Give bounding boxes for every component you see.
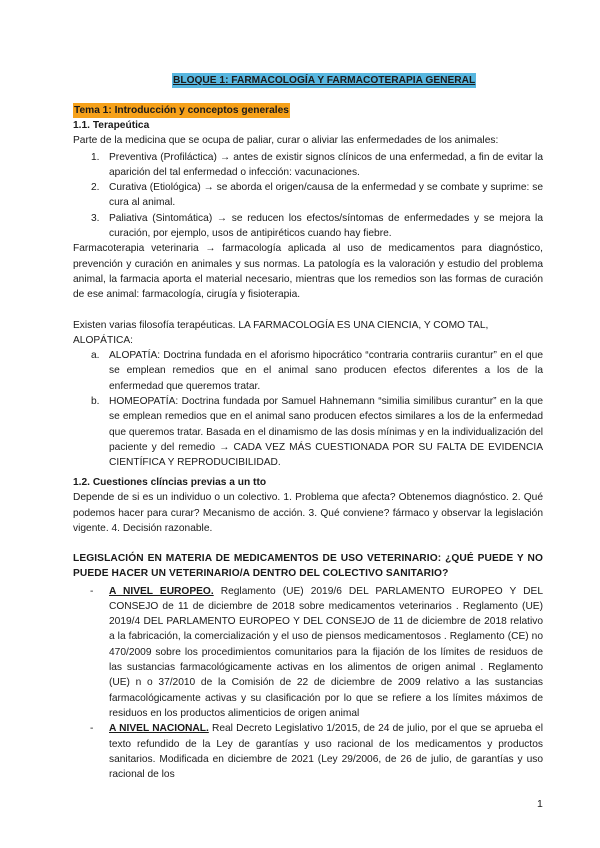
list-item-label: A NIVEL NACIONAL. (109, 723, 209, 735)
list-item (73, 584, 543, 722)
list-item (73, 348, 543, 394)
list-item-text: Curativa (Etiológica) → se aborda el origen/causa de la enfermedad y se combate y suprime: se cura al animal. (109, 182, 543, 209)
list-marker: - (90, 723, 94, 735)
list-item-label: A NIVEL EUROPEO. (109, 585, 214, 597)
list-item (73, 394, 543, 470)
list-item-text: HOMEOPATÍA: Doctrina fundada por Samuel Hahnemann “similia similibus curantur” en la que se emplean remedios que en el animal sano producen efectos similares a los de la enfermedad que queremos tratar. Basada en el dinamismo de las dosis mínimas y en la individualización del paciente y del remedio → CADA VEZ MÁS CUESTIONADA POR SU FALTA DE EVIDENCIA CIENTÍFICA Y REPRODUCIBILIDAD. (109, 396, 543, 469)
paragraph: Farmacoterapia veterinaria → farmacología aplicada al uso de medicamentos para diagnóstico, prevención y curación en animales y sus normas. La patología es la valoración y estudio del problema animal, la farmacia aporta el material necesario, mientras que los remedios son las formas de curación de ese animal: farmacología, cirugía y fisioterapia. (73, 243, 543, 301)
list-item (73, 721, 543, 782)
section-1-1 (73, 118, 543, 471)
list-item-text: ALOPATÍA: Doctrina fundada en el aforismo hipocrático “contraria contrariis curantur” en el que se emplean remedios que en el animal sano producen efectos diferentes a los de la enfermedad que queremos tratar. (109, 350, 543, 392)
paragraph: Existen varias filosofía terapéuticas. LA FARMACOLOGÍA ES UNA CIENCIA, Y COMO TAL, ALOPÁTICA: (73, 319, 489, 346)
list-marker: 2. (91, 182, 100, 194)
list-marker: - (90, 585, 94, 597)
paragraph: Depende de si es un individuo o un colectivo. 1. Problema que afecta? Obtenemos diagnóstico. 2. Qué podemos hacer para curar? Mecanismo de acción. 3. Qué conviene? fármaco y observar la legislación vigente. 4. Decisión razonable. (73, 492, 543, 534)
list-item-text: Preventiva (Profiláctica) → antes de existir signos clínicos de una enfermedad, a fin de evitar la aparición del tal enfermedad o infección: vacunaciones. (109, 151, 543, 178)
section-1-2 (73, 475, 543, 536)
section-heading: LEGISLACIÓN EN MATERIA DE MEDICAMENTOS DE USO VETERINARIO: ¿QUÉ PUEDE Y NO PUEDE HACER UN VETERINARIO/A DENTRO DEL COLECTIVO SANITARIO? (73, 553, 543, 580)
document-title: BLOQUE 1: FARMACOLOGÍA Y FARMACOTERAPIA GENERAL (172, 73, 476, 88)
list-item (73, 150, 543, 181)
paragraph: Parte de la medicina que se ocupa de paliar, curar o aliviar las enfermedades de los animales: (73, 135, 499, 147)
list-marker: 3. (91, 212, 100, 224)
legislation-section (73, 551, 543, 782)
page-number: 1 (537, 798, 543, 810)
section-heading: 1.1. Terapeútica (73, 120, 150, 131)
list-item-text: Reglamento (UE) 2019/6 DEL PARLAMENTO EUROPEO Y DEL CONSEJO de 11 de diciembre de 2018 sobre medicamentos veterinarios . Reglamento (UE) 2019/4 DEL PARLAMENTO EUROPEO Y DEL CONSEJO de 11 de diciembre de 2018 relativo a la fabricación, la comercialización y el uso de piensos medicamentosos . Reglamento (CE) no 470/2009 sobre los procedimientos comunitarios para la fijación de los límites de residuos de las sustancias farmacológicamente activas en los alimentos de origen animal . Reglamento (UE) n o 37/2010 de la Comisión de 22 de diciembre de 2009 relativo a las sustancias farmacológicamente activas y su clasificación por lo que se refiere a los límites máximos de residuos en los productos alimenticios de origen animal (109, 585, 544, 719)
topic-heading: Tema 1: Introducción y conceptos generales (73, 103, 290, 118)
list-marker: b. (91, 396, 100, 408)
list-item-text: Paliativa (Sintomática) → se reducen los efectos/síntomas de enfermedades y se mejora la curación, por ejemplo, usos de antipiréticos cuando hay fiebre. (109, 212, 543, 240)
section-heading: 1.2. Cuestiones clíncias previas a un tto (73, 477, 267, 488)
list-marker: a. (91, 350, 100, 362)
list-item-text: Real Decreto Legislativo 1/2015, de 24 de julio, por el que se aprueba el texto refundido de la Ley de garantías y uso racional de los medicamentos y productos sanitarios. Modificada en diciembre de 2021 (Ley 29/2006, de 26 de julio, de garantías y uso racional de los (109, 723, 543, 781)
list-item (73, 180, 543, 211)
list-item (73, 211, 543, 242)
list-marker: 1. (91, 151, 100, 163)
